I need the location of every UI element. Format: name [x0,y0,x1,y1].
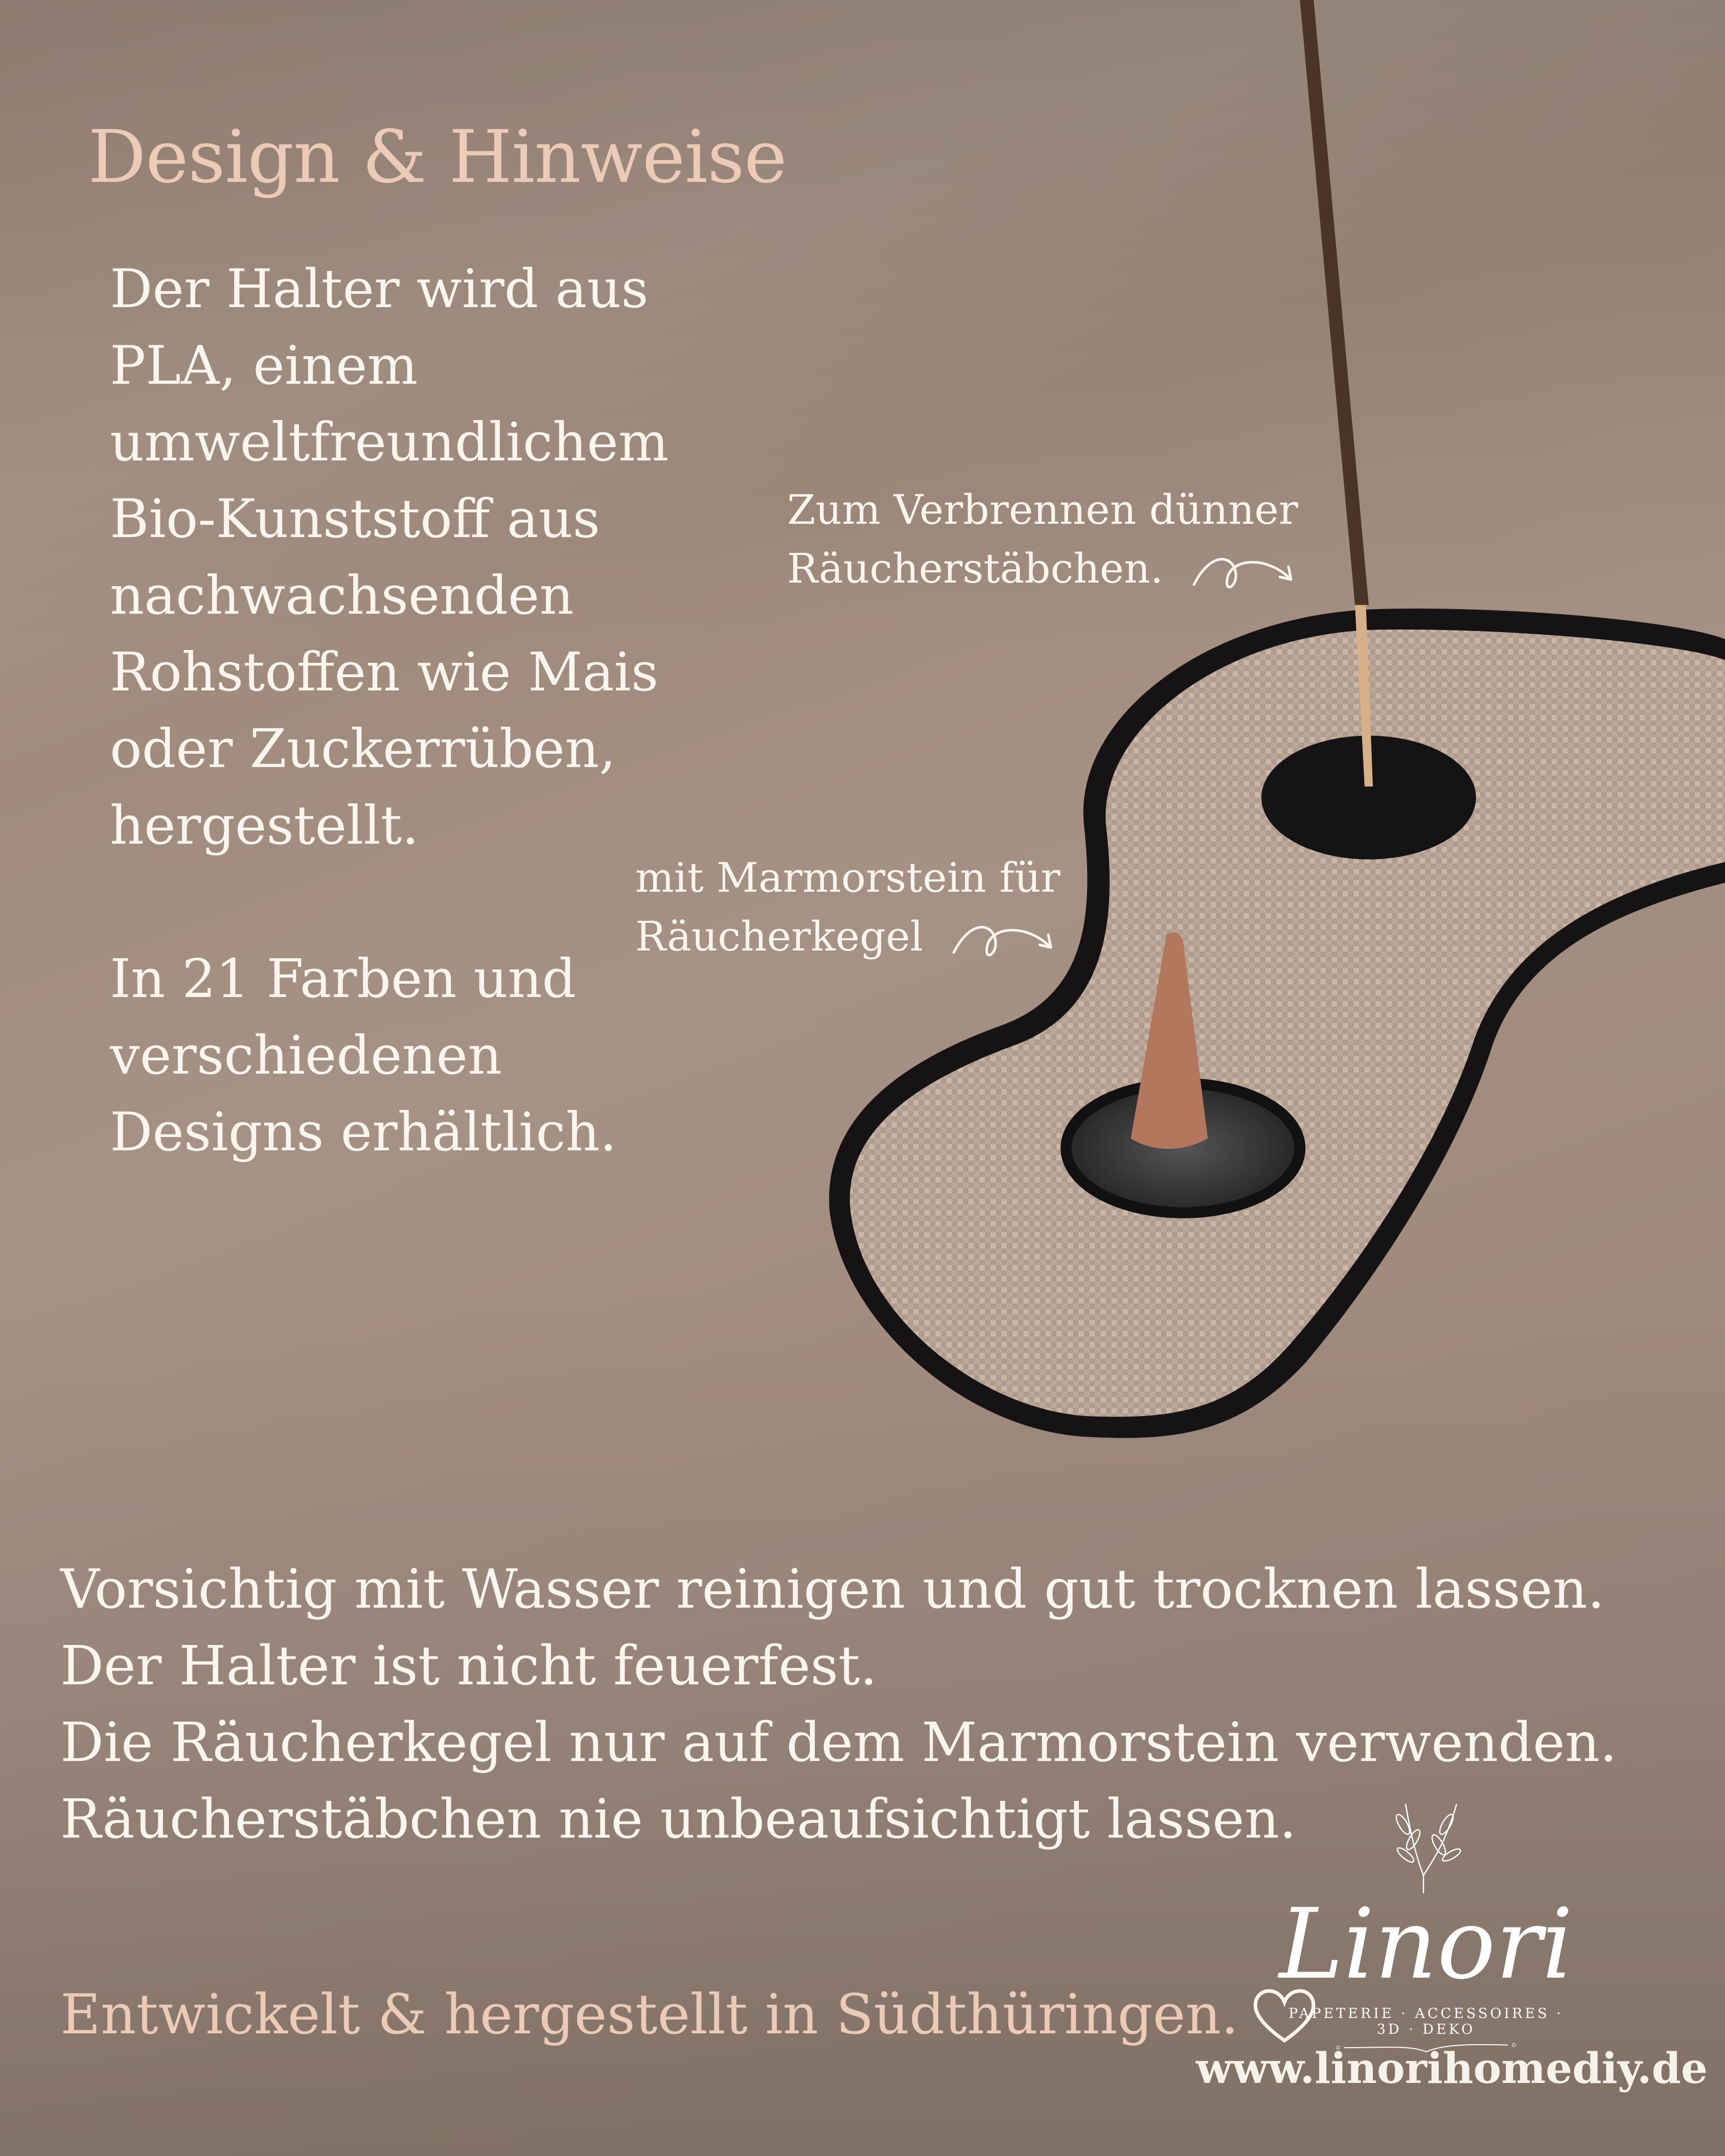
intro-line: Der Halter wird aus [110,258,649,320]
care-line: Räucherstäbchen nie unbeaufsichtigt lassen. [60,1788,1297,1850]
brand-logo [1273,1794,1579,2060]
care-line: Vorsichtig mit Wasser reinigen und gut trocknen lassen. [60,1558,1605,1620]
intro-line: PLA, einem [110,334,418,397]
intro-line: hergestellt. [110,794,419,856]
intro-line: Rohstoffen wie Mais [110,641,659,703]
page-title: Design & Hinweise [88,115,787,199]
colors-line: In 21 Farben und [110,947,577,1010]
stick-annotation [787,480,1306,598]
colors-line: verschiedenen [110,1024,502,1086]
leaf-branch-icon [1375,1794,1477,1896]
curly-arrow-icon [1189,549,1306,595]
logo-tagline: PAPETERIE · ACCESSOIRES · 3D · DEKO [1289,2006,1563,2037]
footer-text: Entwickelt & hergestellt in Südthüringen. [60,1983,1239,2047]
curly-arrow-icon [949,917,1066,963]
annotation-line: Zum Verbrennen dünner [787,486,1298,534]
website-url[interactable]: www.linorihomediy.de [1196,2044,1708,2093]
intro-line: umweltfreundlichem [110,411,669,473]
intro-line: oder Zuckerrüben, [110,717,616,780]
holder-surface [850,630,1725,1417]
cone-annotation [635,848,1066,966]
annotation-line: mit Marmorstein für [635,854,1061,901]
care-line: Die Räucherkegel nur auf dem Marmorstein verwenden. [60,1711,1617,1774]
colors-line: Designs erhältlich. [110,1101,617,1163]
made-in-footer [60,1983,1320,2047]
logo-wordmark: Linori [1279,1888,1573,2001]
intro-line: Bio-Kunststoff aus [110,488,601,550]
intro-line: nachwachsenden [110,564,574,627]
annotation-line: Räucherstäbchen. [787,545,1163,592]
incense-stick [1300,0,1369,605]
annotation-line: Räucherkegel [635,913,924,960]
intro-text [110,250,669,1170]
care-line: Der Halter ist nicht feuerfest. [60,1634,878,1697]
